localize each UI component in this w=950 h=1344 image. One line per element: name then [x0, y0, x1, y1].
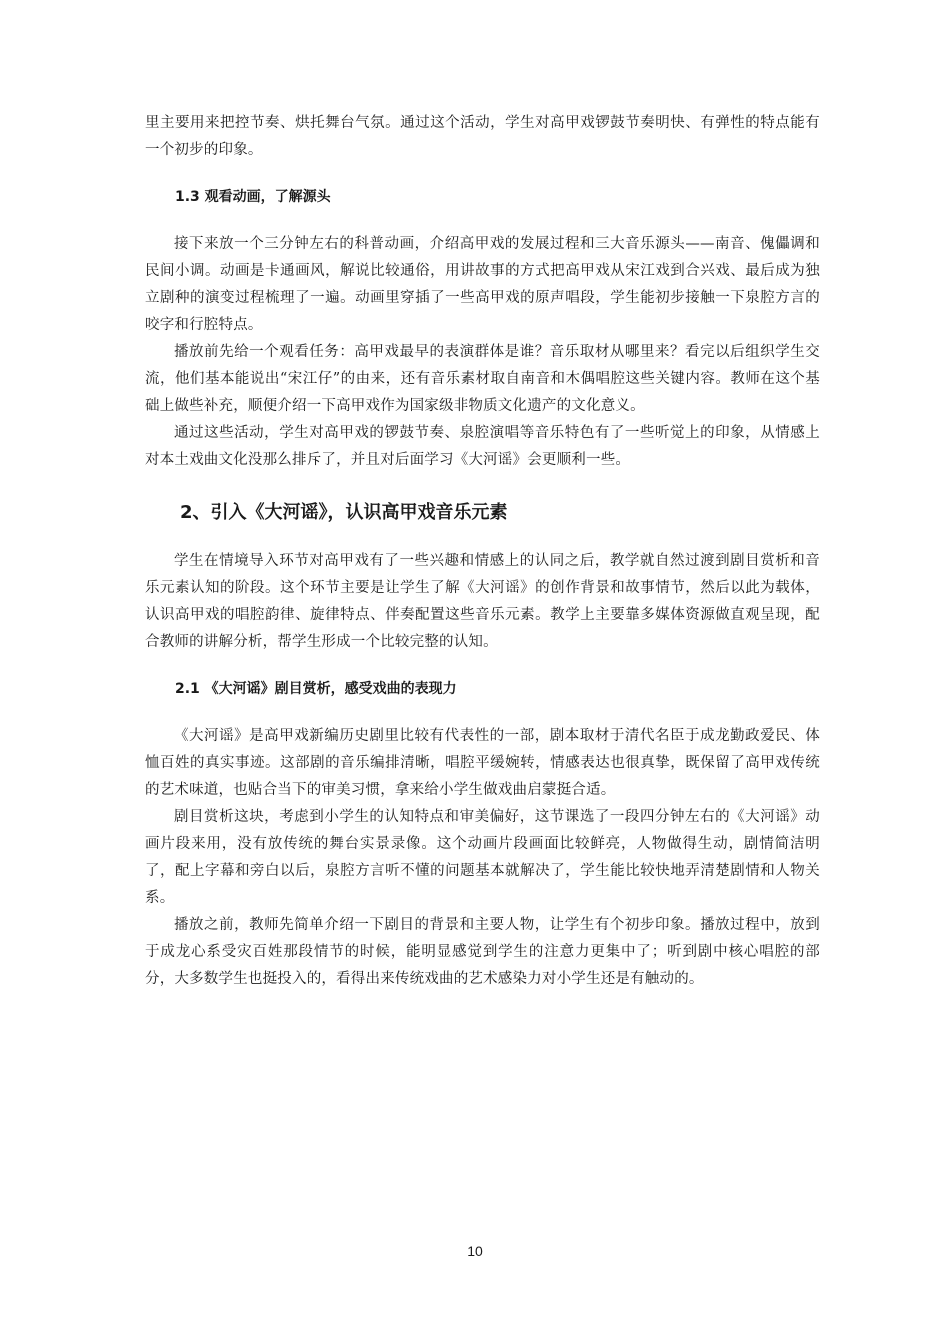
- page-body: [145, 110, 820, 993]
- heading-2-1: 2.1 《大河谣》剧目赏析，感受戏曲的表现力: [175, 681, 457, 697]
- paragraph-continued: 里主要用来把控节奏、烘托舞台气氛。通过这个活动，学生对高甲戏锣鼓节奏明快、有弹性的特点能有一个初步的印象。: [145, 115, 820, 158]
- paragraph-playback: 播放之前，教师先简单介绍一下剧目的背景和主要人物，让学生有个初步印象。播放过程中，放到于成龙心系受灾百姓那段情节的时候，能明显感觉到学生的注意力更集中了；听到剧中核心唱腔的部分，大多数学生也挺投入的，看得出来传统戏曲的艺术感染力对小学生还是有触动的。: [145, 917, 820, 987]
- heading-1-3: 1.3 观看动画，了解源头: [175, 189, 331, 205]
- paragraph-animation-intro: 接下来放一个三分钟左右的科普动画，介绍高甲戏的发展过程和三大音乐源头——南音、傀儡调和民间小调。动画是卡通画风，解说比较通俗，用讲故事的方式把高甲戏从宋江戏到合兴戏、最后成为独立剧种的演变过程梳理了一遍。动画里穿插了一些高甲戏的原声唱段，学生能初步接触一下泉腔方言的咬字和行腔特点。: [145, 236, 820, 333]
- paragraph-appreciation: 剧目赏析这块，考虑到小学生的认知特点和审美偏好，这节课选了一段四分钟左右的《大河谣》动画片段来用，没有放传统的舞台实景录像。这个动画片段画面比较鲜亮，人物做得生动，剧情简洁明了，配上字幕和旁白以后，泉腔方言听不懂的问题基本就解决了，学生能比较快地弄清楚剧情和人物关系。: [145, 809, 820, 906]
- page-number: 10: [467, 1243, 483, 1259]
- paragraph-section-2-intro: 学生在情境导入环节对高甲戏有了一些兴趣和情感上的认同之后，教学就自然过渡到剧目赏析和音乐元素认知的阶段。这个环节主要是让学生了解《大河谣》的创作背景和故事情节，然后以此为载体，认识高甲戏的唱腔韵律、旋律特点、伴奏配置这些音乐元素。教学上主要靠多媒体资源做直观呈现，配合教师的讲解分析，帮学生形成一个比较完整的认知。: [145, 553, 820, 650]
- paragraph-activity-summary: 通过这些活动，学生对高甲戏的锣鼓节奏、泉腔演唱等音乐特色有了一些听觉上的印象，从情感上对本土戏曲文化没那么排斥了，并且对后面学习《大河谣》会更顺利一些。: [145, 425, 820, 468]
- paragraph-play-description: 《大河谣》是高甲戏新编历史剧里比较有代表性的一部，剧本取材于清代名臣于成龙勤政爱民、体恤百姓的真实事迹。这部剧的音乐编排清晰，唱腔平缓婉转，情感表达也很真挚，既保留了高甲戏传统的艺术味道，也贴合当下的审美习惯，拿来给小学生做戏曲启蒙挺合适。: [145, 728, 820, 798]
- heading-2: 2、引入《大河谣》，认识高甲戏音乐元素: [180, 502, 508, 523]
- paragraph-viewing-task: 播放前先给一个观看任务：高甲戏最早的表演群体是谁？音乐取材从哪里来？看完以后组织学生交流，他们基本能说出“宋江仔”的由来，还有音乐素材取自南音和木偶唱腔这些关键内容。教师在这个基础上做些补充，顺便介绍一下高甲戏作为国家级非物质文化遗产的文化意义。: [145, 344, 820, 414]
